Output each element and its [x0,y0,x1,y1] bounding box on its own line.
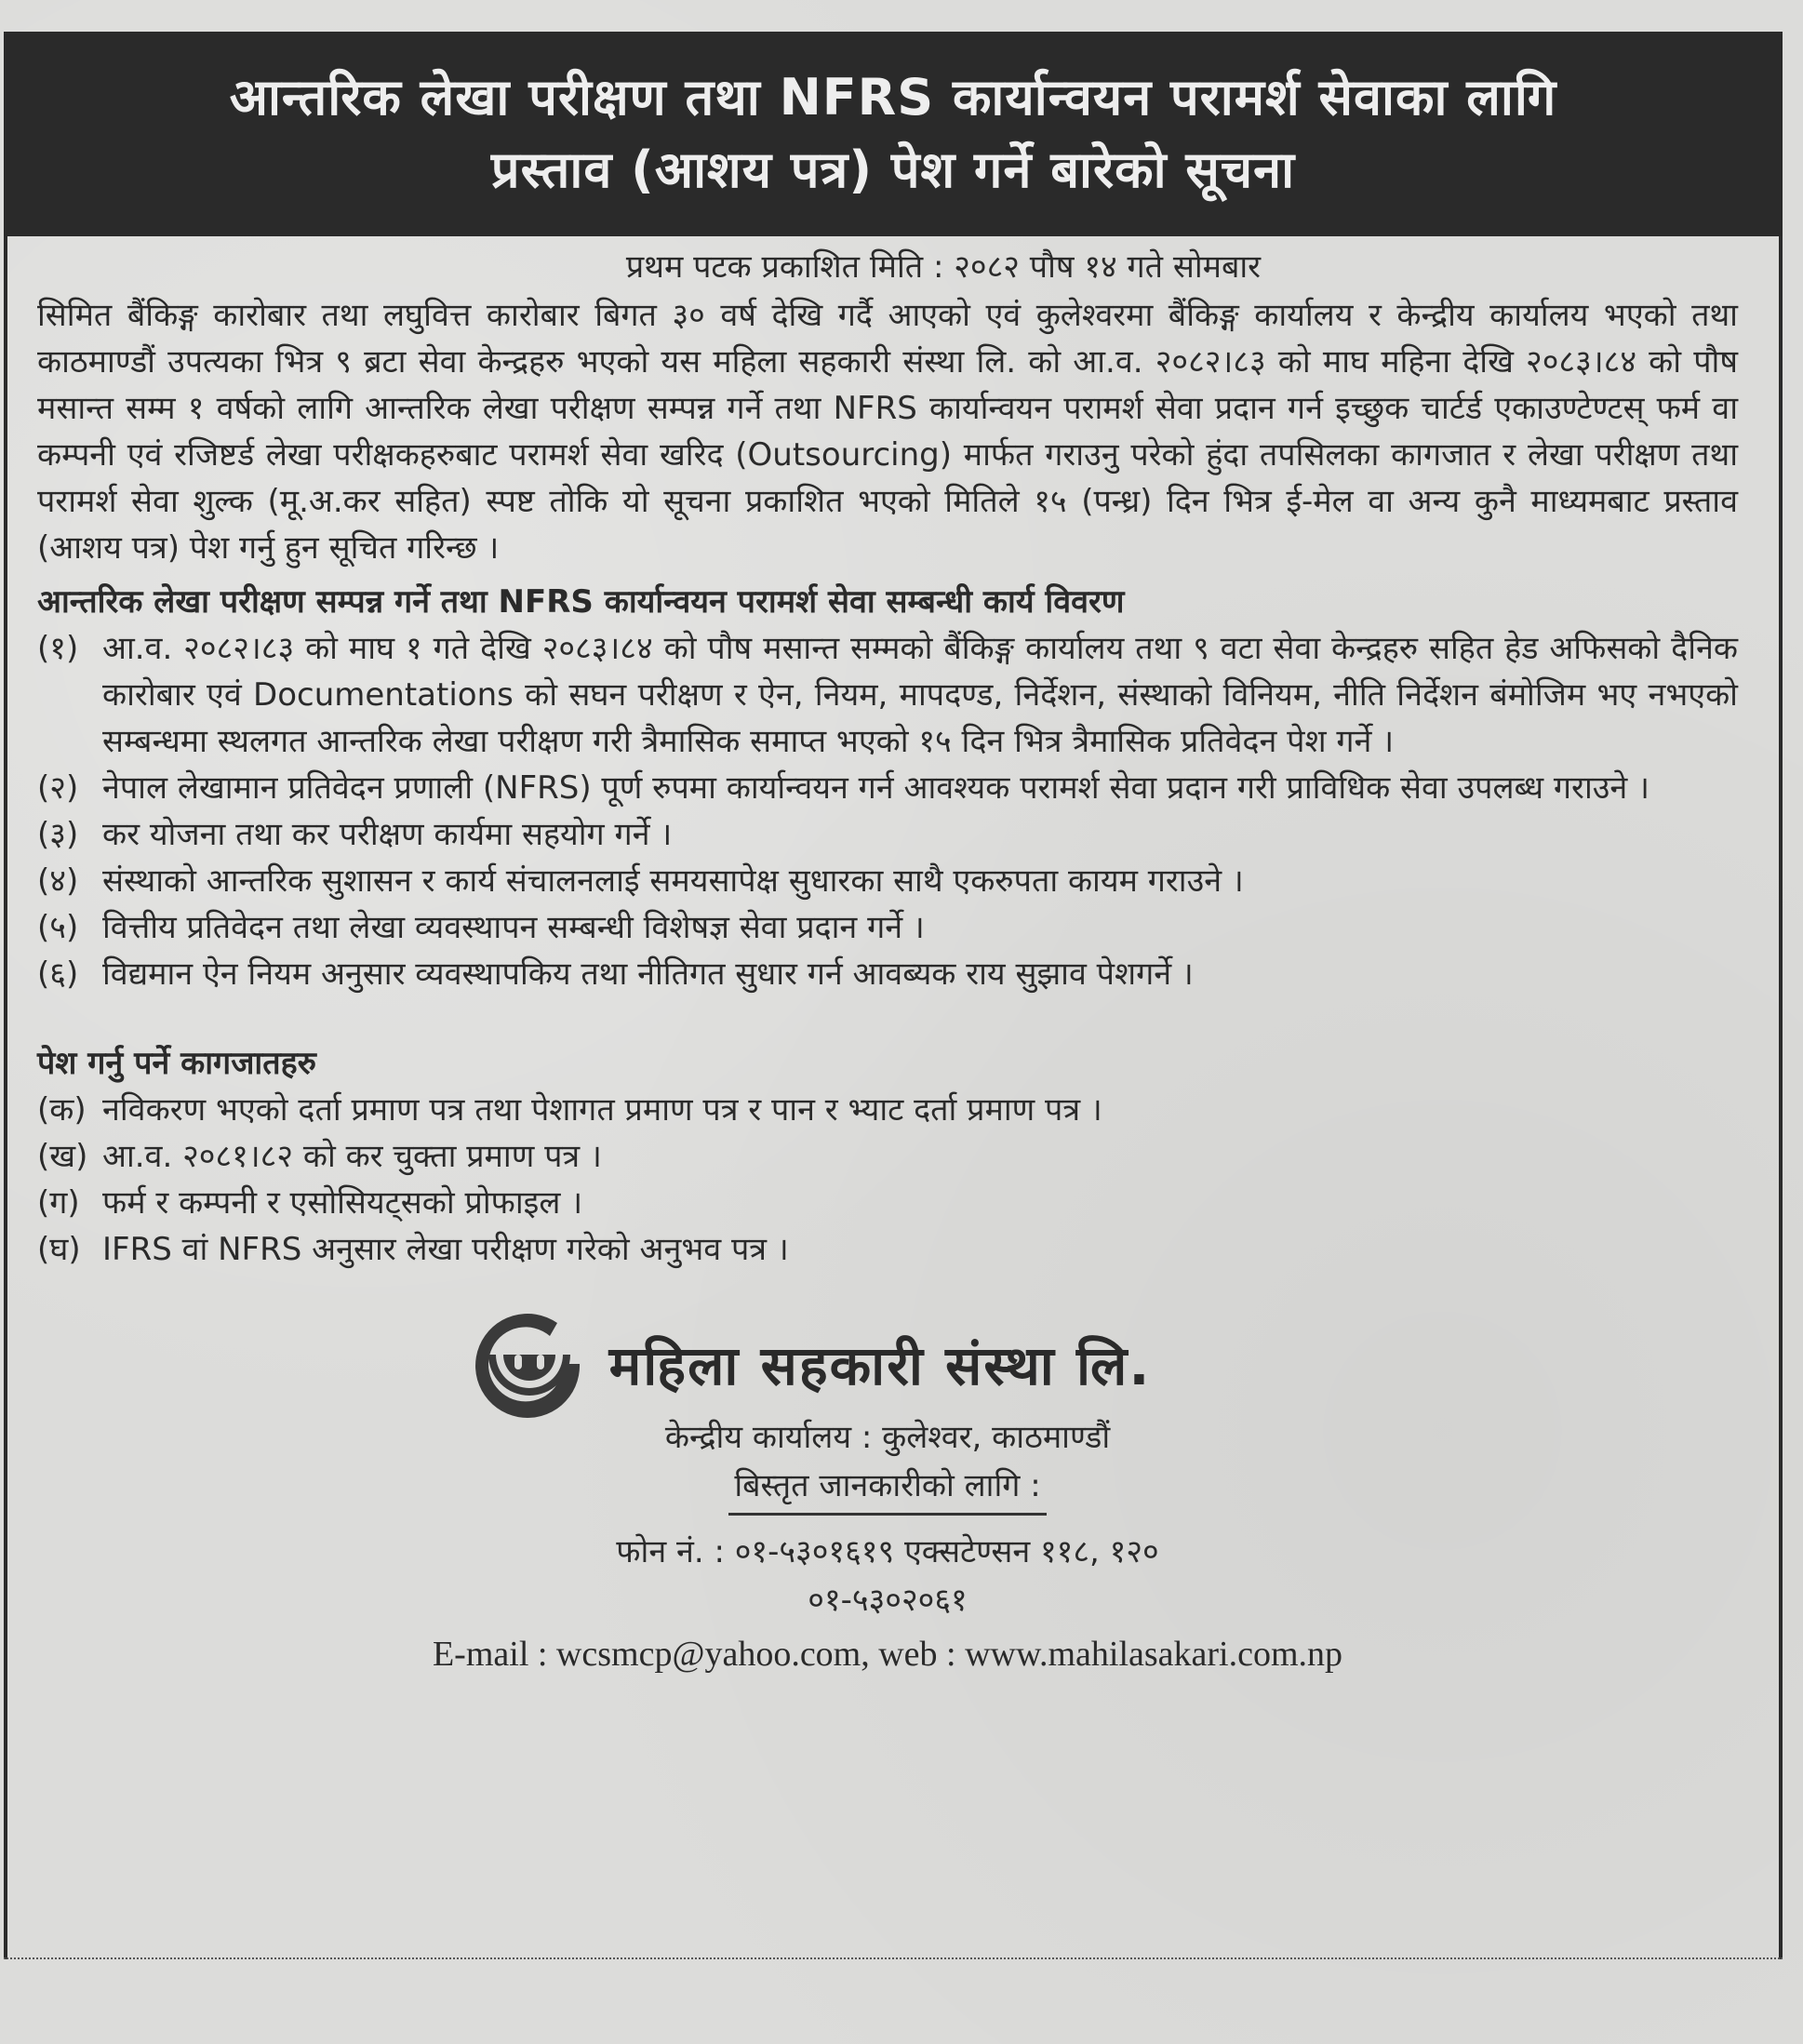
scope-heading: आन्तरिक लेखा परीक्षण सम्पन्न गर्ने तथा NFRS कार्यान्वयन परामर्श सेवा सम्बन्धी कार्य विवरण [37,583,1125,621]
list-marker: (४) [37,862,79,900]
organization-footer [37,1310,1738,1677]
list-marker: (१) [37,630,79,667]
scope-item [37,951,1738,997]
document-item [37,1180,1738,1226]
bottom-dotted-divider [4,1957,1783,1959]
email-web-contact: E-mail : wcsmcp@yahoo.com, web : www.mahilasakari.com.np [432,1635,1343,1674]
notice-body [7,236,1779,1677]
scope-item [37,811,1738,858]
scope-item [37,625,1738,765]
list-text: नविकरण भएको दर्ता प्रमाण पत्र तथा पेशागत प्रमाण पत्र र पान र भ्याट दर्ता प्रमाण पत्र । [102,1091,1102,1129]
notice-header [4,32,1783,236]
notice-frame [4,32,1783,1959]
list-text: आ.व. २०८१।८२ को कर चुक्ता प्रमाण पत्र । [102,1138,602,1175]
list-text: विद्यमान ऐन नियम अनुसार व्यवस्थापकिय तथा नीतिगत सुधार गर्न आवब्यक राय सुझाव पेशगर्ने । [102,955,1194,993]
list-marker: (२) [37,769,79,807]
document-item [37,1133,1738,1180]
list-text: संस्थाको आन्तरिक सुशासन र कार्य संचालनलाई समयसापेक्ष सुधारका साथै एकरुपता कायम गराउने । [102,862,1244,900]
organization-name: महिला सहकारी संस्था लि. [608,1334,1152,1397]
list-text: कर योजना तथा कर परीक्षण कार्यमा सहयोग गर्ने । [102,816,673,853]
list-text: फर्म र कम्पनी र एसोसियट्सको प्रोफाइल । [102,1184,583,1222]
list-text: वित्तीय प्रतिवेदन तथा लेखा व्यवस्थापन सम्बन्धी विशेषज्ञ सेवा प्रदान गर्ने । [102,909,925,946]
phone-numbers: फोन नं. : ०१-५३०१६१९ एक्सटेण्सन ११८, १२० [616,1533,1159,1570]
list-marker: (६) [37,955,79,993]
documents-list [37,1087,1738,1273]
list-text: नेपाल लेखामान प्रतिवेदन प्रणाली (NFRS) पूर्ण रुपमा कार्यान्वयन गर्न आवश्यक परामर्श सेवा प्रदान गरी प्राविधिक सेवा उपलब्ध गराउने । [102,769,1649,807]
list-marker: (ख) [37,1138,88,1175]
list-marker: (३) [37,816,79,853]
intro-paragraph: सिमित बैंकिङ्ग कारोबार तथा लघुवित्त कारोबार बिगत ३० वर्ष देखि गर्दै आएको एवं कुलेश्वरमा बैंकिङ्ग कार्यालय र केन्द्रीय कार्यालय भएको तथा काठमाण्डौं उपत्यका भित्र ९ ब्रटा सेवा केन्द्रहरु भएको यस महिला सहकारी संस्था लि. को आ.व. २०८२।८३ को माघ महिना देखि २०८३।८४ को पौष मसान्त सम्म १ वर्षको लागि आन्तरिक लेखा परीक्षण सम्पन्न गर्ने तथा NFRS कार्यान्वयन परामर्श सेवा प्रदान गर्न इच्छुक चार्टर्ड एकाउण्टेण्टस् फर्म वा कम्पनी एवं रजिष्टर्ड लेखा परीक्षकहरुबाट परामर्श सेवा खरिद (Outsourcing) मार्फत गराउनु परेको हुंदा तपसिलका कागजात र लेखा परीक्षण तथा परामर्श सेवा शुल्क (मू.अ.कर सहित) स्पष्ट तोकि यो सूचना प्रकाशित भएको मितिले १५ (पन्ध्र) दिन भित्र ई-मेल वा अन्य कुनै माध्यमबाट प्रस्ताव (आशय पत्र) पेश गर्नु हुन सूचित गरिन्छ । [37,297,1738,567]
document-item [37,1226,1738,1273]
wcs-logo-icon [466,1310,587,1422]
scope-item [37,858,1738,904]
document-item [37,1087,1738,1133]
more-info-label: बिस्तृत जानकारीको लागि : [728,1463,1046,1516]
documents-heading: पेश गर्नु पर्ने कागजातहरु [37,1045,316,1082]
publication-date: प्रथम पटक प्रकाशित मिति : २०८२ पौष १४ गते सोमबार [625,248,1262,286]
organization-branding [0,1310,1738,1422]
list-marker: (क) [37,1091,87,1129]
scope-item [37,904,1738,951]
list-marker: (५) [37,909,79,946]
scope-list [37,625,1738,997]
list-marker: (घ) [37,1231,81,1268]
list-text: आ.व. २०८२।८३ को माघ १ गते देखि २०८३।८४ को पौष मसान्त सम्मको बैंकिङ्ग कार्यालय तथा ९ वटा सेवा केन्द्रहरु सहित हेड अफिसको दैनिक कारोबार एवं Documentations को सघन परीक्षण र ऐन, नियम, मापदण्ड, निर्देशन, संस्थाको विनियम, नीति निर्देशन बंमोजिम भए नभएको सम्बन्धमा स्थलगत आन्तरिक लेखा परीक्षण गरी त्रैमासिक समाप्त भएको १५ दिन भित्र त्रैमासिक प्रतिवेदन पेश गर्ने । [102,630,1738,760]
phone-number-secondary: ०१-५३०२०६१ [808,1582,968,1619]
scope-item [37,765,1738,811]
list-marker: (ग) [37,1184,80,1222]
notice-title-line-1: आन्तरिक लेखा परीक्षण तथा NFRS कार्यान्वयन परामर्श सेवाका लागि [229,67,1557,127]
office-address: केन्द्रीय कार्यालय : कुलेश्वर, काठमाण्डौं [664,1419,1111,1456]
list-text: IFRS वां NFRS अनुसार लेखा परीक्षण गरेको अनुभव पत्र । [102,1231,789,1268]
notice-title-line-2: प्रस्ताव (आशय पत्र) पेश गर्ने बारेको सूचना [490,140,1296,199]
